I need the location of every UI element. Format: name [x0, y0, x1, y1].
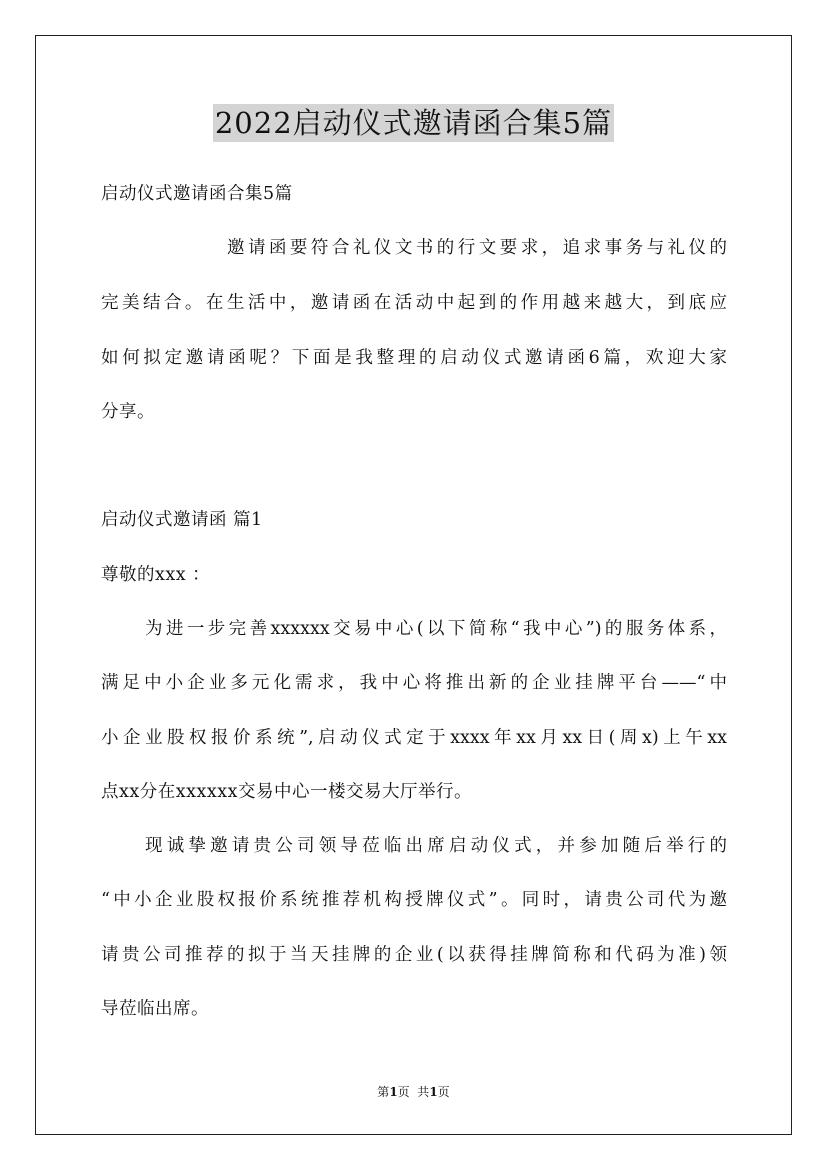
total-page-number: 1 [429, 1085, 438, 1099]
intro-line: 邀请函要符合礼仪文书的行文要求，追求事务与礼仪的 [227, 238, 727, 258]
footer-mid: 页 共 [397, 1085, 430, 1099]
document-title: 2022启动仪式邀请函合集5篇 [214, 106, 613, 140]
salutation: 尊敬的xxx ： [101, 565, 211, 585]
intro-line: 分享。 [101, 402, 155, 422]
footer-suffix: 页 [437, 1085, 450, 1099]
section-heading: 启动仪式邀请函 篇1 [101, 510, 263, 530]
footer-prefix: 第 [377, 1085, 390, 1099]
intro-line: 如何拟定邀请函呢？下面是我整理的启动仪式邀请函6篇，欢迎大家 [101, 348, 727, 368]
paragraph-line: 请贵公司推荐的拟于当天挂牌的企业(以获得挂牌简称和代码为准)领 [101, 945, 727, 965]
current-page-number: 1 [389, 1085, 398, 1099]
paragraph-line: 小企业股权报价系统”,启动仪式定于xxxx年xx月xx日(周x)上午xx [101, 728, 727, 748]
intro-line: 完美结合。在生活中，邀请函在活动中起到的作用越来越大，到底应 [101, 293, 727, 313]
paragraph-line: “中小企业股权报价系统推荐机构授牌仪式”。同时，请贵公司代为邀 [101, 890, 727, 910]
page-footer [0, 1083, 827, 1100]
paragraph-line: 为进一步完善xxxxxx交易中心(以下简称“我中心”)的服务体系， [145, 619, 727, 639]
paragraph-line: 点xx分在xxxxxx交易中心一楼交易大厅举行。 [101, 782, 472, 802]
paragraph-line: 满足中小企业多元化需求，我中心将推出新的企业挂牌平台——“中 [101, 673, 727, 693]
subtitle: 启动仪式邀请函合集5篇 [101, 184, 293, 204]
paragraph-line: 现诚挚邀请贵公司领导莅临出席启动仪式，并参加随后举行的 [145, 836, 727, 856]
document-title-wrap [0, 104, 827, 142]
paragraph-line: 导莅临出席。 [101, 999, 209, 1019]
